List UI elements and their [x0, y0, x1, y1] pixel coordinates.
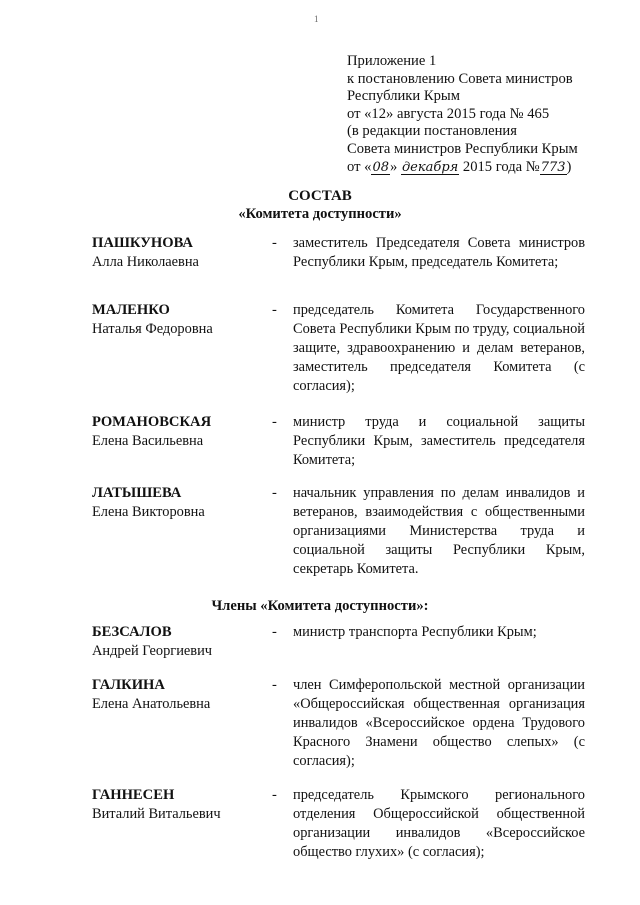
role-description: член Симферопольской местной организации «Общероссийская общественная организация инвалидов «Всероссийское ордена Трудового Красного Знамени общество слепых» (с согласия); [293, 677, 585, 769]
role-description: председатель Крымского регионального отделения Общероссийской общественной организации инвалидов «Всероссийское общество глухих» (с согласия); [293, 787, 585, 860]
handwritten-number: 773 [540, 159, 566, 175]
dash-separator: - [272, 235, 277, 251]
date-prefix: от « [347, 158, 372, 175]
appendix-block [347, 53, 627, 176]
appendix-line: (в редакции постановления [347, 123, 517, 140]
role-description: начальник управления по делам инвалидов и ветеранов, взаимодействия с общественными организациями Министерства труда и социальной защиты Республики Крым, секретарь Комитета. [293, 485, 585, 577]
given-name: Елена Викторовна [92, 504, 205, 520]
dash-separator: - [272, 485, 277, 501]
date-suffix: ) [566, 158, 572, 175]
appendix-date-line [347, 159, 627, 177]
surname: РОМАНОВСКАЯ [92, 414, 212, 430]
appendix-line: Совета министров Республики Крым [347, 140, 578, 157]
given-name: Елена Анатольевна [92, 696, 211, 712]
handwritten-day: 08 [372, 159, 389, 175]
appendix-line: к постановлению Совета министров [347, 70, 573, 87]
role-description: заместитель Председателя Совета министров Республики Крым, председатель Комитета; [293, 235, 585, 270]
handwritten-month: декабря [401, 159, 459, 175]
dash-separator: - [272, 677, 277, 693]
given-name: Наталья Федоровна [92, 321, 213, 337]
dash-separator: - [272, 414, 277, 430]
given-name: Алла Николаевна [92, 254, 199, 270]
surname: ГАЛКИНА [92, 677, 165, 693]
role-description: председатель Комитета Государственного Совета Республики Крым по труду, социальной защите, здравоохранению и делам ветеранов, заместитель председателя Комитета (с согласия); [293, 302, 585, 394]
surname: БЕЗСАЛОВ [92, 624, 172, 640]
surname: ГАННЕСЕН [92, 787, 175, 803]
surname: ЛАТЫШЕВА [92, 485, 182, 501]
given-name: Елена Васильевна [92, 433, 204, 449]
appendix-line: Республики Крым [347, 88, 460, 105]
date-year: 2015 года № [459, 158, 540, 175]
dash-separator: - [272, 624, 277, 640]
role-description: министр труда и социальной защиты Республики Крым, заместитель председателя Комитета; [293, 414, 585, 468]
page-mark: 1 [314, 14, 319, 24]
role-description: министр транспорта Республики Крым; [293, 624, 537, 640]
appendix-line: Приложение 1 [347, 53, 437, 69]
document-title: СОСТАВ [288, 188, 352, 204]
date-separator: » [389, 158, 401, 175]
given-name: Виталий Витальевич [92, 806, 221, 822]
document-subtitle: «Комитета доступности» [238, 206, 402, 222]
appendix-line: от «12» августа 2015 года № 465 [347, 105, 550, 122]
given-name: Андрей Георгиевич [92, 643, 213, 659]
dash-separator: - [272, 302, 277, 318]
surname: МАЛЕНКО [92, 302, 170, 318]
surname: ПАШКУНОВА [92, 235, 193, 251]
dash-separator: - [272, 787, 277, 803]
members-heading: Члены «Комитета доступности»: [211, 598, 429, 614]
